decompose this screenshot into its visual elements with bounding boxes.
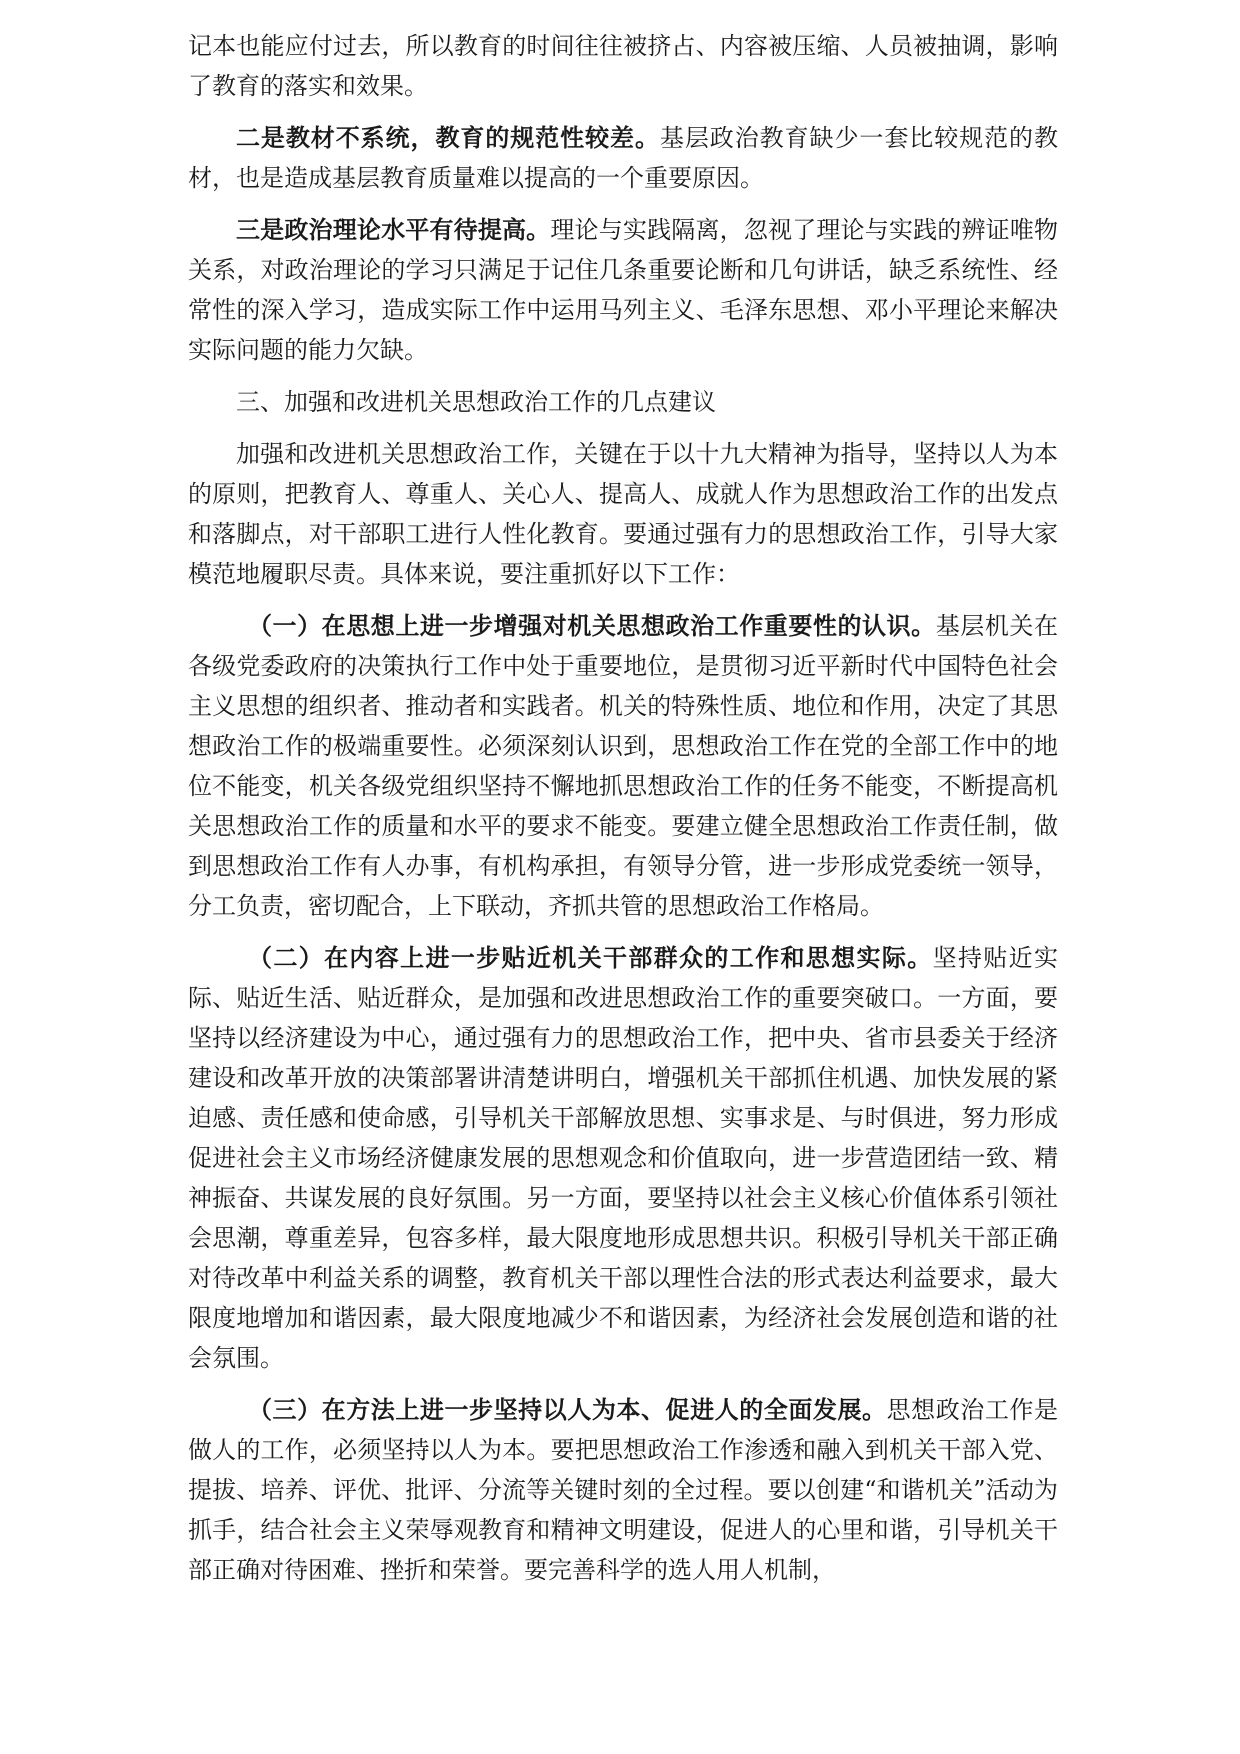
paragraph-body: 坚持贴近实际、贴近生活、贴近群众，是加强和改进思想政治工作的重要突破口。一方面，要坚持以经济建设为中心，通过强有力的思想政治工作，把中央、省市县委关于经济建设和改革开放的决策部署讲清楚讲明白，增强机关干部抓住机遇、加快发展的紧迫感、责任感和使命感，引导机关干部解放思想、实事求是、与时俱进，努力形成促进社会主义市场经济健康发展的思想观念和价值取向，进一步营造团结一致、精神振奋、共谋发展的良好氛围。另一方面，要坚持以社会主义核心价值体系引领社会思潮，尊重差异，包容多样，最大限度地形成思想共识。积极引导机关干部正确对待改革中利益关系的调整，教育机关干部以理性合法的形式表达利益要求，最大限度地增加和谐因素，最大限度地减少不和谐因素，为经济社会发展创造和谐的社会氛围。 <box>188 944 1059 1372</box>
document-page <box>188 26 1058 1602</box>
paragraph-body: 基层机关在各级党委政府的决策执行工作中处于重要地位，是贯彻习近平新时代中国特色社会主义思想的组织者、推动者和实践者。机关的特殊性质、地位和作用，决定了其思想政治工作的极端重要性。必须深刻认识到，思想政治工作在党的全部工作中的地位不能变，机关各级党组织坚持不懈地抓思想政治工作的任务不能变，不断提高机关思想政治工作的质量和水平的要求不能变。要建立健全思想政治工作责任制，做到思想政治工作有人办事，有机构承担，有领导分管，进一步形成党委统一领导，分工负责，密切配合，上下联动，齐抓共管的思想政治工作格局。 <box>188 612 1058 920</box>
paragraph-lead: （一）在思想上进一步增强对机关思想政治工作重要性的认识。 <box>248 611 936 640</box>
paragraph-lead: 二是教材不系统，教育的规范性较差。 <box>236 123 660 152</box>
paragraph-point-three <box>188 1390 1058 1590</box>
section-heading: 三、加强和改进机关思想政治工作的几点建议 <box>236 388 716 416</box>
paragraph-body: 理论与实践隔离，忽视了理论与实践的辨证唯物关系，对政治理论的学习只满足于记住几条重要论断和几句讲话，缺乏系统性、经常性的深入学习，造成实际工作中运用马列主义、毛泽东思想、邓小平理论来解决实际问题的能力欠缺。 <box>188 216 1059 364</box>
paragraph-lead: （三）在方法上进一步坚持以人为本、促进人的全面发展。 <box>248 1395 887 1424</box>
paragraph-lead: 三是政治理论水平有待提高。 <box>236 215 551 244</box>
paragraph-theory-level <box>188 210 1058 370</box>
paragraph-textbook-issue <box>188 118 1058 198</box>
paragraph-intro: 加强和改进机关思想政治工作，关键在于以十九大精神为指导，坚持以人为本的原则，把教育人、尊重人、关心人、提高人、成就人作为思想政治工作的出发点和落脚点，对干部职工进行人性化教育。要通过强有力的思想政治工作，引导大家模范地履职尽责。具体来说，要注重抓好以下工作： <box>188 440 1058 588</box>
paragraph-lead: （二）在内容上进一步贴近机关干部群众的工作和思想实际。 <box>248 943 933 972</box>
paragraph-point-one <box>188 606 1058 926</box>
paragraph-education-time: 记本也能应付过去，所以教育的时间往往被挤占、内容被压缩、人员被抽调，影响了教育的落实和效果。 <box>188 32 1058 100</box>
paragraph-body: 基层政治教育缺少一套比较规范的教材，也是造成基层教育质量难以提高的一个重要原因。 <box>188 124 1058 192</box>
paragraph-point-two <box>188 938 1058 1378</box>
paragraph-body: 思想政治工作是做人的工作，必须坚持以人为本。要把思想政治工作渗透和融入到机关干部入党、提拔、培养、评优、批评、分流等关键时刻的全过程。要以创建“和谐机关”活动为抓手，结合社会主义荣辱观教育和精神文明建设，促进人的心里和谐，引导机关干部正确对待困难、挫折和荣誉。要完善科学的选人用人机制， <box>188 1396 1058 1584</box>
